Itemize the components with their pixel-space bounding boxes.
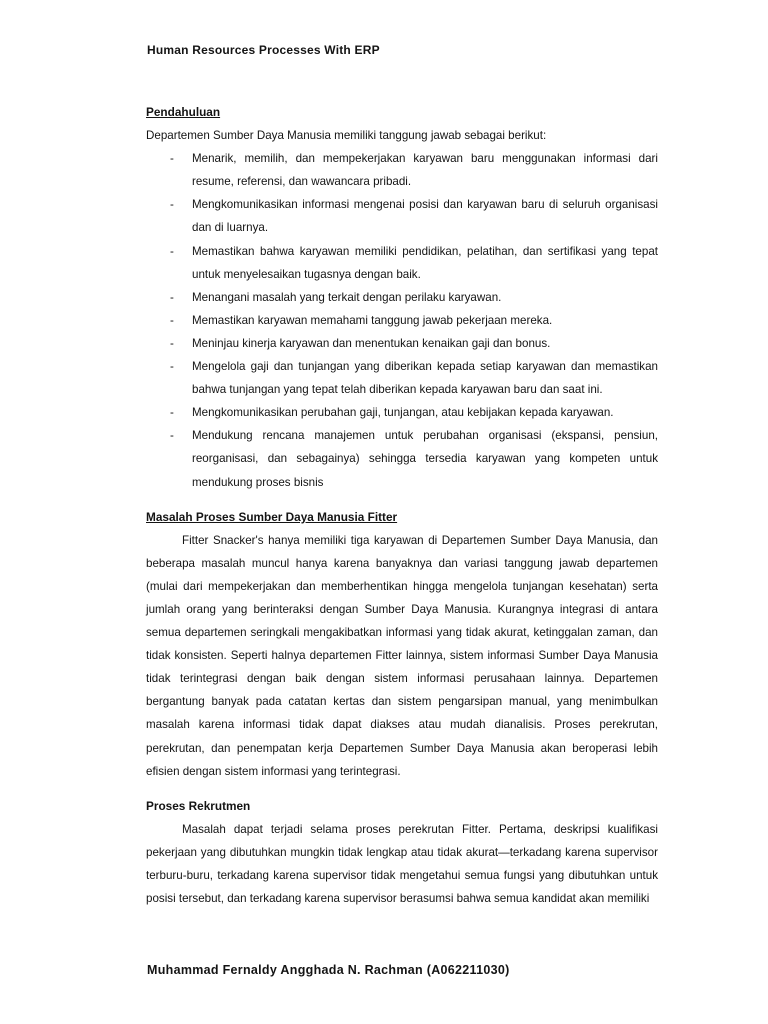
list-item: - Mendukung rencana manajemen untuk perubahan organisasi (ekspansi, pensiun, reorganisasi, dan sebagainya) sehingga tersedia karyawan yang kompeten untuk mendukung proses bisnis [146, 424, 658, 493]
section-heading-rekrutmen: Proses Rekrutmen [146, 798, 251, 813]
section-spacer [146, 494, 658, 506]
list-item: - Mengkomunikasikan perubahan gaji, tunjangan, atau kebijakan kepada karyawan. [146, 401, 658, 424]
document-body [146, 101, 658, 910]
responsibility-list [146, 147, 658, 493]
paragraph-masalah: Fitter Snacker's hanya memiliki tiga karyawan di Departemen Sumber Daya Manusia, dan beberapa masalah muncul hanya karena banyaknya dan variasi tanggung jawab departemen (mulai dari mempekerjakan dan memberhentikan hingga mengelola tunjangan kesehatan) serta jumlah orang yang berinteraksi dengan Sumber Daya Manusia. Kurangnya integrasi di antara semua departemen seringkali mengakibatkan informasi yang tidak akurat, ketinggalan zaman, dan tidak konsisten. Seperti halnya departemen Fitter lainnya, sistem informasi Sumber Daya Manusia tidak terintegrasi dengan baik dengan sistem informasi perusahaan lainnya. Departemen bergantung banyak pada catatan kertas dan sistem pengarsipan manual, yang menimbulkan masalah karena informasi tidak dapat diakses atau mudah dianalisis. Proses perekrutan, perekrutan, dan penempatan kerja Departemen Sumber Daya Manusia akan beroperasi lebih efisien dengan sistem informasi yang terintegrasi. [146, 533, 658, 778]
list-item: - Mengkomunikasikan informasi mengenai posisi dan karyawan baru di seluruh organisasi dan di luarnya. [146, 193, 658, 239]
document-footer: Muhammad Fernaldy Angghada N. Rachman (A062211030) [147, 963, 510, 977]
list-item: - Memastikan karyawan memahami tanggung jawab pekerjaan mereka. [146, 309, 658, 332]
section-spacer [146, 783, 658, 795]
section-heading-masalah: Masalah Proses Sumber Daya Manusia Fitter [146, 509, 398, 524]
paragraph-rekrutmen: Masalah dapat terjadi selama proses perekrutan Fitter. Pertama, deskripsi kualifikasi pekerjaan yang dibutuhkan mungkin tidak lengkap atau tidak akurat—terkadang karena supervisor terburu-buru, terkadang karena supervisor tidak mengetahui semua fungsi yang dibutuhkan untuk posisi tersebut, dan terkadang karena supervisor berasumsi bahwa semua kandidat akan memiliki [146, 822, 658, 906]
intro-lead: Departemen Sumber Daya Manusia memiliki tanggung jawab sebagai berikut: [146, 129, 547, 143]
document-header: Human Resources Processes With ERP [147, 43, 380, 57]
section-heading-pendahuluan: Pendahuluan [146, 105, 221, 119]
list-item: - Menarik, memilih, dan mempekerjakan karyawan baru menggunakan informasi dari resume, referensi, dan wawancara pribadi. [146, 147, 658, 193]
list-item: - Mengelola gaji dan tunjangan yang diberikan kepada setiap karyawan dan memastikan bahwa tunjangan yang tepat telah diberikan kepada karyawan baru dan saat ini. [146, 355, 658, 401]
list-item: - Meninjau kinerja karyawan dan menentukan kenaikan gaji dan bonus. [146, 332, 658, 355]
list-item: - Menangani masalah yang terkait dengan perilaku karyawan. [146, 286, 658, 309]
list-item: - Memastikan bahwa karyawan memiliki pendidikan, pelatihan, dan sertifikasi yang tepat untuk menyelesaikan tugasnya dengan baik. [146, 240, 658, 286]
